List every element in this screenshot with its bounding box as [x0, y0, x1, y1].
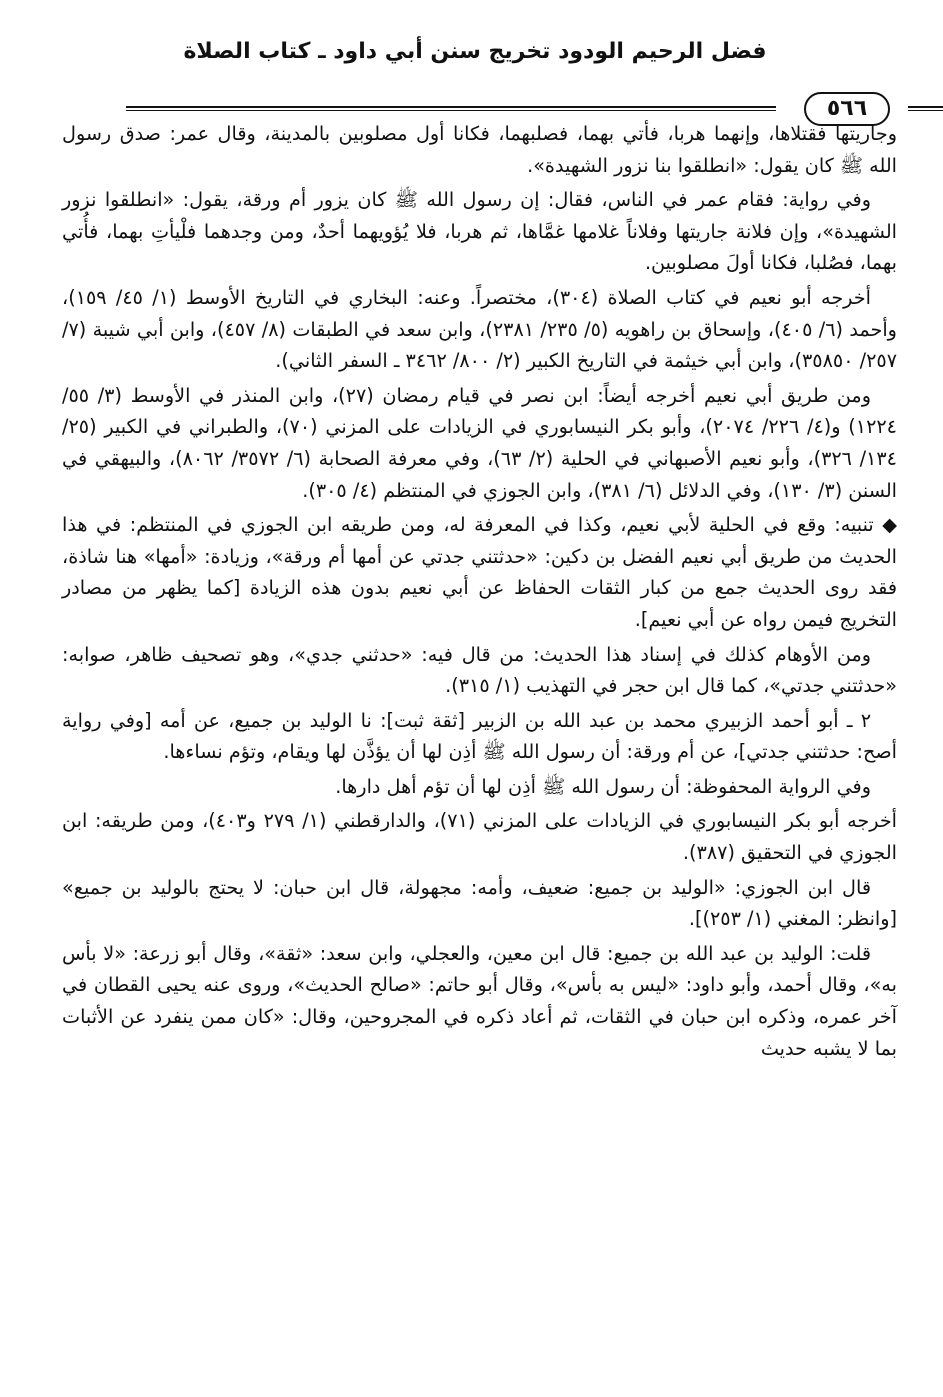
header-rule-left: [126, 106, 776, 111]
paragraph: قلت: الوليد بن عبد الله بن جميع: قال ابن معين، والعجلي، وابن سعد: «ثقة»، وقال أبو زرعة: «لا بأس به»، وقال أحمد، وأبو داود: «ليس به بأس»، وقال أبو حاتم: «صالح الحديث»، وروى عنه يحيى القطان في آخر عمره، وذكره ابن حبان في الثقات، ثم أعاد ذكره في المجروحين، وقال: «كان ممن ينفرد عن الأثبات بما لا يشبه حديث: [62, 941, 897, 1060]
paragraph: قال ابن الجوزي: «الوليد بن جميع: ضعيف، وأمه: مجهولة، قال ابن حبان: لا يحتج بالوليد بن جميع» [وانظر: المغني (١/ ٢٥٣)].: [62, 875, 897, 931]
paragraph: وجاريتها فقتلاها، وإنهما هربا، فأتي بهما، فصلبهما، فكانا أول مصلوبين بالمدينة، وقال عمر: صدق رسول الله ﷺ كان يقول: «انطلقوا بنا نزور الشهيدة».: [62, 122, 897, 177]
header-rule-right: [908, 106, 943, 111]
hadith-paragraph: ٢ ـ أبو أحمد الزبيري محمد بن عبد الله بن الزبير [ثقة ثبت]: نا الوليد بن جميع، عن أمه [وفي رواية أصح: حدثتني جدتي]، عن أم ورقة: أن رسول الله ﷺ أذِن لها أن يؤذَّن لها ويقام، وتؤم نساءها.: [62, 708, 897, 764]
paragraph: ومن طريق أبي نعيم أخرجه أيضاً: ابن نصر في قيام رمضان (٢٧)، وابن المنذر في الأوسط (٣/ ٥٥/ ١٢٢٤) و(٤/ ٢٢٦/ ٢٠٧٤)، وأبو بكر النيسابوري في الزيادات على المزني (٧٠)، والطبراني في الكبير (٢٥/ ١٣٤/ ٣٢٦)، وأبو نعيم الأصبهاني في الحلية (٢/ ٦٣)، وفي معرفة الصحابة (٦/ ٣٥٧٢/ ٨٠٦٢)، والبيهقي في السنن (٣/ ١٣٠)، وفي الدلائل (٦/ ٣٨١)، وابن الجوزي في المنتظم (٤/ ٣٠٥).: [62, 383, 897, 502]
page-number: ٥٦٦: [804, 92, 890, 126]
running-title: فضل الرحيم الودود تخريج سنن أبي داود ـ كتاب الصلاة: [183, 39, 767, 64]
page-body: [62, 118, 897, 1067]
paragraph: أخرجه أبو نعيم في كتاب الصلاة (٣٠٤)، مختصراً. وعنه: البخاري في التاريخ الأوسط (١/ ٤٥/ ١٥٩)، وأحمد (٦/ ٤٠٥)، وإسحاق بن راهويه (٥/ ٢٣٥/ ٢٣٨١)، وابن سعد في الطبقات (٨/ ٤٥٧)، وابن أبي شيبة (٧/ ٢٥٧/ ٣٥٨٥٠)، وابن أبي خيثمة في التاريخ الكبير (٢/ ٨٠٠/ ٣٤٦٢ ـ السفر الثاني).: [62, 285, 897, 373]
note-paragraph: ◆ تنبيه: وقع في الحلية لأبي نعيم، وكذا في المعرفة له، ومن طريقه ابن الجوزي في المنتظم: في هذا الحديث من طريق أبي نعيم الفضل بن دكين: «حدثتني جدتي عن أمها أم ورقة»، وزيادة: «أمها» هنا شاذة، فقد روى الحديث جمع من كبار الثقات الحفاظ عن أبي نعيم بدون هذه الزيادة [كما يظهر من مصادر التخريج فيمن رواه عن أبي نعيم].: [62, 513, 897, 631]
paragraph: ومن الأوهام كذلك في إسناد هذا الحديث: من قال فيه: «حدثني جدي»، وهو تصحيف ظاهر، صوابه: «حدثتني جدتي»، كما قال ابن حجر في التهذيب (١/ ٣١٥).: [62, 642, 897, 698]
paragraph: وفي الرواية المحفوظة: أن رسول الله ﷺ أذِن لها أن تؤم أهل دارها.: [335, 774, 871, 798]
page-header: [62, 38, 888, 121]
paragraph: وفي رواية: فقام عمر في الناس، فقال: إن رسول الله ﷺ كان يزور أم ورقة، يقول: «انطلقوا نزور الشهيدة»، وإن فلانة جاريتها وفلاناً غلامها غمَّاها، ثم هربا، فلا يُؤويهما أحدٌ، ومن وجدهما فلْيأتِ بهما، فأُتي بهما، فصُلبا، فكانا أولَ مصلوبين.: [62, 188, 897, 275]
paragraph: أخرجه أبو بكر النيسابوري في الزيادات على المزني (٧١)، والدارقطني (١/ ٢٧٩ و٤٠٣)، ومن طريقه: ابن الجوزي في التحقيق (٣٨٧).: [62, 809, 898, 865]
